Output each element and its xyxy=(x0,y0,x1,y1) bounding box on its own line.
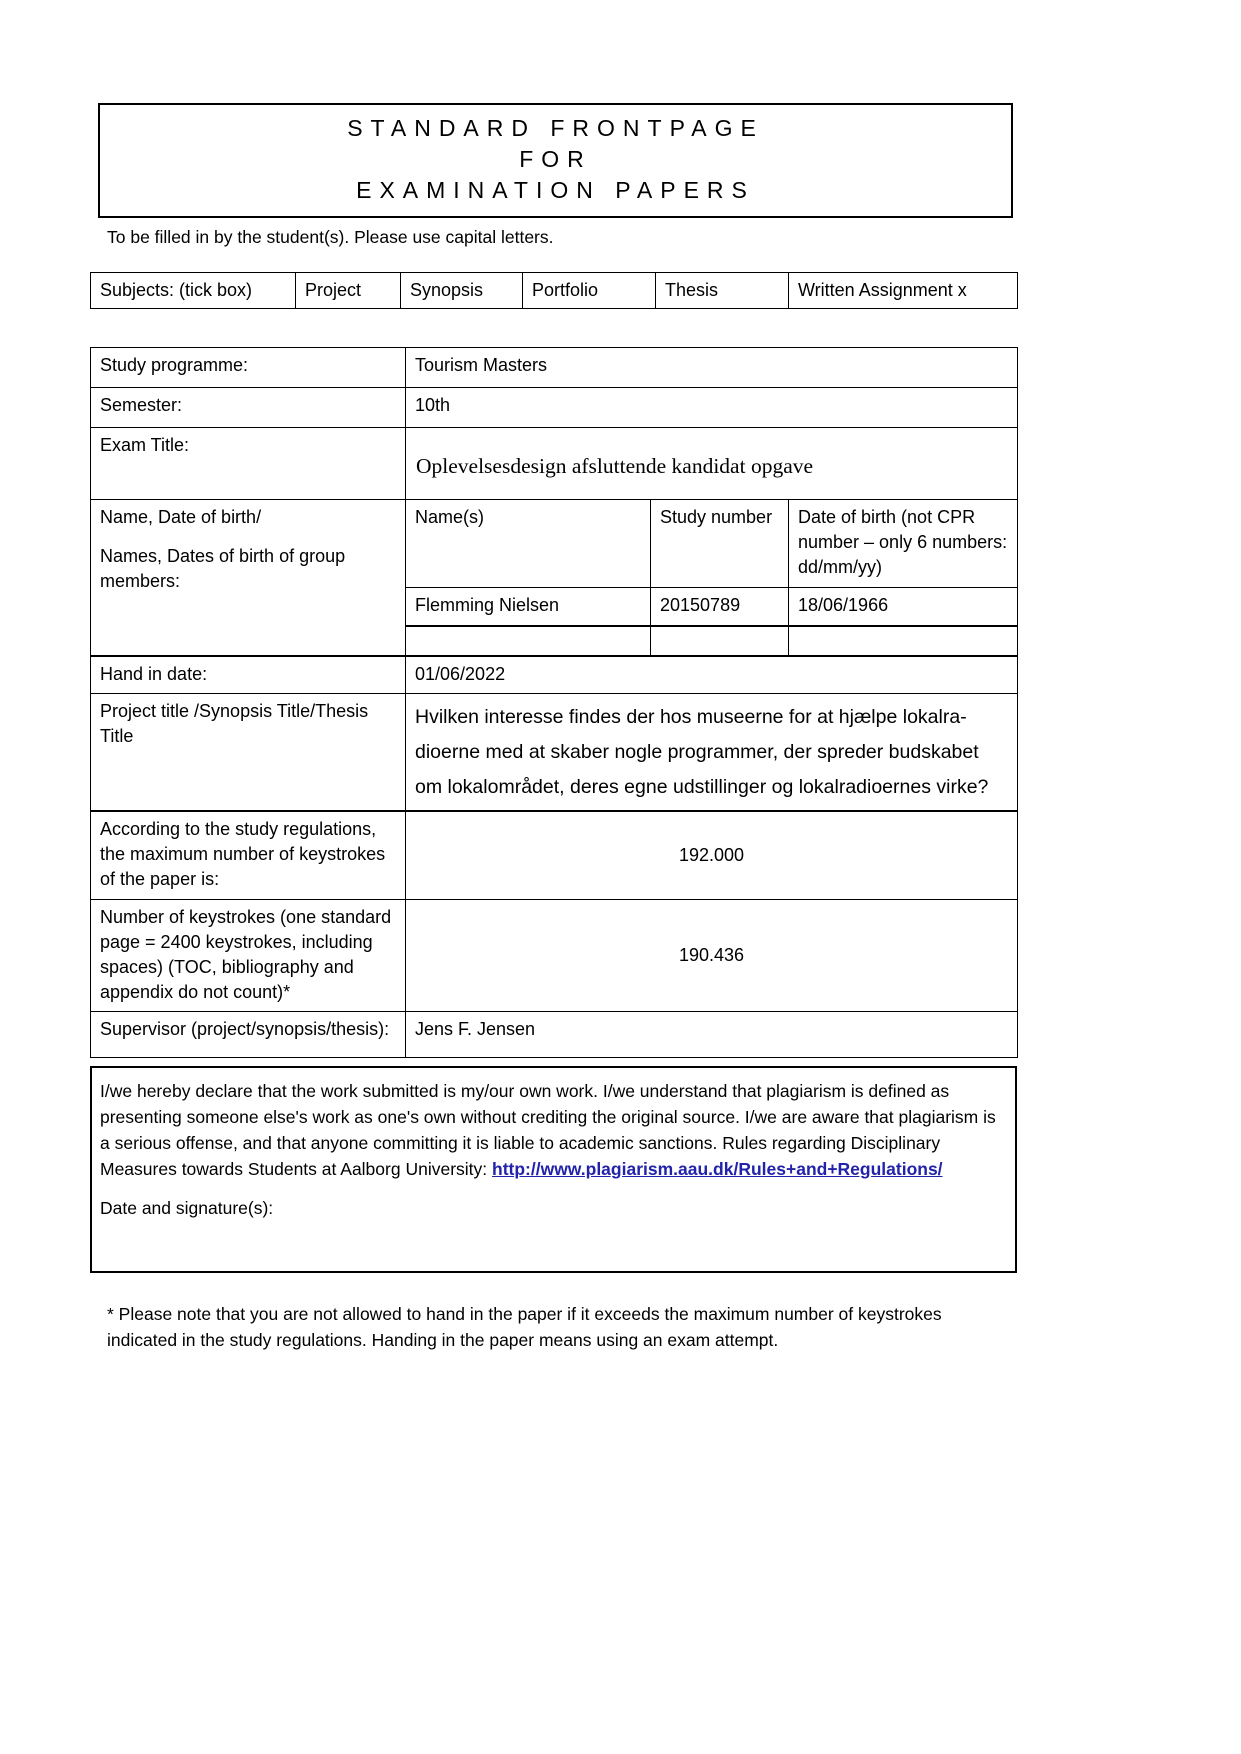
subject-option-written-assignment: Written Assignment x xyxy=(789,273,1018,309)
max-keystrokes-value: 192.000 xyxy=(406,811,1018,899)
num-keystrokes-row xyxy=(91,899,1018,1011)
subject-option-synopsis: Synopsis xyxy=(401,273,523,309)
student-name: Flemming Nielsen xyxy=(406,588,651,626)
fill-in-instruction: To be filled in by the student(s). Please use capital letters. xyxy=(107,227,554,247)
project-title-line-3: om lokalområdet, deres egne udstillinger og lokalradioernes virke? xyxy=(415,776,989,798)
semester-label: Semester: xyxy=(91,388,406,428)
hand-in-date-value: 01/06/2022 xyxy=(406,656,1018,694)
project-title-label: Project title /Synopsis Title/Thesis Title xyxy=(91,694,406,812)
study-programme-value: Tourism Masters xyxy=(406,348,1018,388)
project-title-value xyxy=(406,694,1018,812)
project-title-line-1: Hvilken interesse findes der hos museerne for at hjælpe lokalra- xyxy=(415,706,967,728)
subject-option-portfolio: Portfolio xyxy=(523,273,656,309)
document-content xyxy=(90,0,1017,1353)
subject-option-thesis: Thesis xyxy=(656,273,789,309)
num-keystrokes-label: Number of keystrokes (one standard page = 2400 keystrokes, including spaces) (TOC, bibliography and appendix do not count)* xyxy=(91,899,406,1011)
plagiarism-declaration-box xyxy=(90,1066,1017,1273)
subjects-label: Subjects: (tick box) xyxy=(91,273,296,309)
date-signature-label: Date and signature(s): xyxy=(100,1197,274,1218)
title-box xyxy=(98,103,1013,218)
empty-name-cell xyxy=(406,626,651,656)
project-title-line-2: dioerne med at skaber nogle programmer, der spreder budskabet xyxy=(415,741,979,763)
student-study-number: 20150789 xyxy=(651,588,789,626)
empty-date-of-birth-cell xyxy=(789,626,1018,656)
exam-title-value: Oplevelsesdesign afsluttende kandidat opgave xyxy=(406,428,1018,500)
subjects-row xyxy=(91,273,1018,309)
max-keystrokes-row xyxy=(91,811,1018,899)
names-section-label xyxy=(91,500,406,656)
names-label-line-1: Name, Date of birth/ xyxy=(100,507,262,527)
exam-title-row xyxy=(91,428,1018,500)
declaration-body-text: I/we hereby declare that the work submitted is my/our own work. I/we understand that plagiarism is defined as presenting someone else's work as one's own without crediting the original source. I/we are aware that plagiarism is a serious offense, and that anyone committing it is liable to academic sanctions. Rules regarding Disciplinary Measures towards Students at Aalborg University: xyxy=(100,1080,996,1179)
project-title-row xyxy=(91,694,1018,812)
hand-in-date-label: Hand in date: xyxy=(91,656,406,694)
plagiarism-rules-link[interactable]: http://www.plagiarism.aau.dk/Rules+and+Regulations/ xyxy=(492,1158,943,1179)
title-line-3: EXAMINATION PAPERS xyxy=(356,177,755,203)
max-keystrokes-label: According to the study regulations, the maximum number of keystrokes of the paper is: xyxy=(91,811,406,899)
exam-title-label: Exam Title: xyxy=(91,428,406,500)
semester-row xyxy=(91,388,1018,428)
names-column-header: Name(s) xyxy=(406,500,651,588)
plagiarism-declaration-text xyxy=(100,1078,1003,1182)
hand-in-date-row xyxy=(91,656,1018,694)
names-header-row xyxy=(91,500,1018,588)
supervisor-row xyxy=(91,1011,1018,1057)
exam-form-table xyxy=(90,347,1018,1058)
student-date-of-birth: 18/06/1966 xyxy=(789,588,1018,626)
subject-option-project: Project xyxy=(296,273,401,309)
study-programme-row xyxy=(91,348,1018,388)
names-label-line-2: Names, Dates of birth of group members: xyxy=(100,546,346,591)
semester-value: 10th xyxy=(406,388,1018,428)
subjects-table xyxy=(90,272,1018,309)
keystrokes-footnote: * Please note that you are not allowed to hand in the paper if it exceeds the maximum number of keystrokes indicated in the study regulations. Handing in the paper means using an exam attempt. xyxy=(107,1303,942,1350)
num-keystrokes-value: 190.436 xyxy=(406,899,1018,1011)
supervisor-label: Supervisor (project/synopsis/thesis): xyxy=(91,1011,406,1057)
date-of-birth-column-header: Date of birth (not CPR number – only 6 numbers: dd/mm/yy) xyxy=(789,500,1018,588)
title-line-1: STANDARD FRONTPAGE xyxy=(347,115,764,141)
study-programme-label: Study programme: xyxy=(91,348,406,388)
supervisor-value: Jens F. Jensen xyxy=(406,1011,1018,1057)
title-line-2: FOR xyxy=(519,146,592,172)
empty-study-number-cell xyxy=(651,626,789,656)
study-number-column-header: Study number xyxy=(651,500,789,588)
